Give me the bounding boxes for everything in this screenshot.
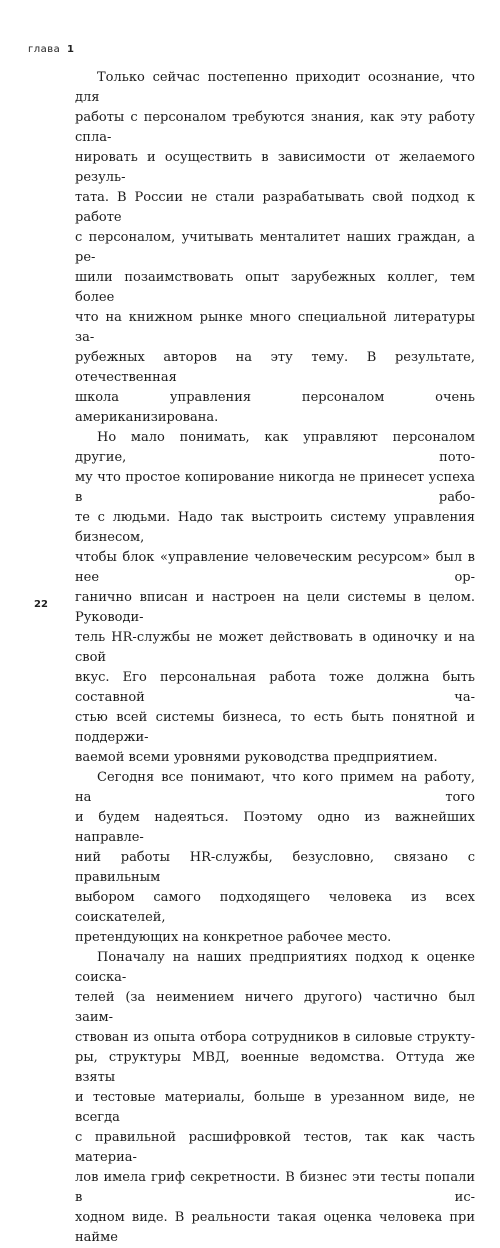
text-line: лов имела гриф секретности. В бизнес эти тесты попали в ис-: [75, 1170, 475, 1205]
text-line: ствован из опыта отбора сотрудников в силовые структу-: [75, 1030, 475, 1045]
text-line: что на книжном рынке много специальной литературы за-: [75, 310, 475, 345]
text-line: Только сейчас постепенно приходит осознание, что для: [75, 70, 475, 105]
text-line: шили позаимствовать опыт зарубежных коллег, тем более: [75, 270, 475, 305]
running-head: [28, 44, 74, 55]
text-line: те с людьми. Надо так выстроить систему управления бизнесом,: [75, 510, 475, 545]
text-line: нировать и осуществить в зависимости от желаемого резуль-: [75, 150, 475, 185]
text-line: ганично вписан и настроен на цели системы в целом. Руководи-: [75, 590, 475, 625]
paragraph-3: [75, 768, 475, 948]
text-line: Поначалу на наших предприятиях подход к оценке соиска-: [75, 950, 475, 985]
text-line: претендующих на конкретное рабочее место.: [75, 930, 392, 945]
paragraph-1: [75, 68, 475, 428]
chapter-label: глава: [28, 44, 61, 55]
text-line: выбором самого подходящего человека из всех соискателей,: [75, 890, 475, 925]
text-line: тата. В России не стали разрабатывать свой подход к работе: [75, 190, 475, 225]
text-line: с персоналом, учитывать менталитет наших граждан, а ре-: [75, 230, 475, 265]
text-line: му что простое копирование никогда не принесет успеха в рабо-: [75, 470, 475, 505]
text-line: телей (за неимением ничего другого) частично был заим-: [75, 990, 475, 1025]
text-line: Сегодня все понимают, что кого примем на работу, на того: [75, 770, 475, 805]
text-line: стью всей системы бизнеса, то есть быть понятной и поддержи-: [75, 710, 475, 745]
text-line: ры, структуры МВД, военные ведомства. Оттуда же взяты: [75, 1050, 475, 1085]
text-line: работы с персоналом требуются знания, как эту работу спла-: [75, 110, 475, 145]
page-body: [75, 68, 475, 1248]
chapter-number: 1: [66, 44, 75, 55]
text-line: тель HR-службы не может действовать в одиночку и на свой: [75, 630, 475, 665]
text-line: чтобы блок «управление человеческим ресурсом» был в нее ор-: [75, 550, 475, 585]
text-line: и тестовые материалы, больше в урезанном виде, не всегда: [75, 1090, 475, 1125]
text-line: рубежных авторов на эту тему. В результате, отечественная: [75, 350, 475, 385]
paragraph-2: [75, 428, 475, 768]
text-line: с правильной расшифровкой тестов, так как часть материа-: [75, 1130, 475, 1165]
text-line: ходном виде. В реальности такая оценка человека при найме: [75, 1210, 475, 1245]
text-line: Но мало понимать, как управляют персоналом другие, пото-: [75, 430, 475, 465]
text-line: и будем надеяться. Поэтому одно из важнейших направле-: [75, 810, 475, 845]
paragraph-4: [75, 948, 475, 1248]
text-line: ваемой всеми уровнями руководства предприятием.: [75, 750, 438, 765]
text-line: ний работы HR-службы, безусловно, связано с правильным: [75, 850, 475, 885]
page-number: 22: [34, 599, 48, 610]
text-line: школа управления персоналом очень американизирована.: [75, 390, 475, 425]
text-line: вкус. Его персональная работа тоже должна быть составной ча-: [75, 670, 475, 705]
